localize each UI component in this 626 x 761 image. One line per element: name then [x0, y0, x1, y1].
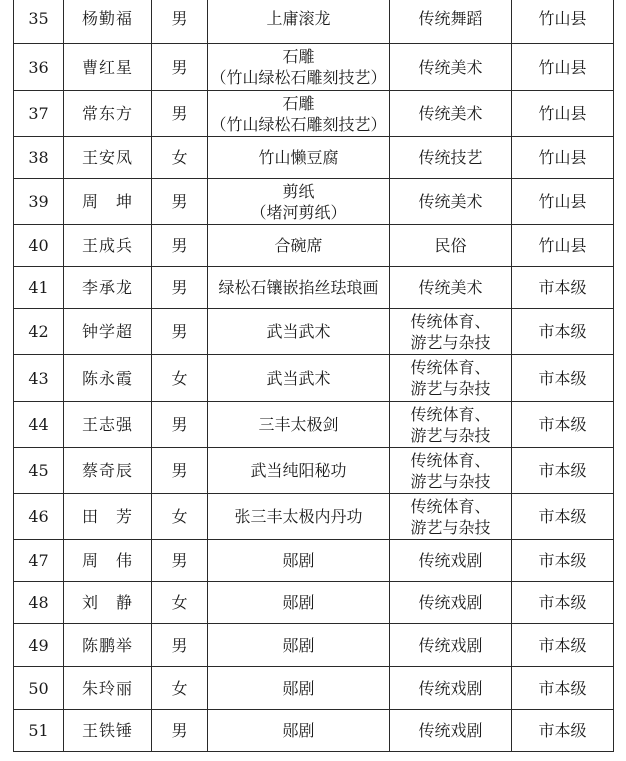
- gender-cell: 男: [152, 179, 208, 225]
- project-cell: [208, 267, 390, 309]
- category-line: 传统舞蹈: [418, 8, 483, 28]
- row-number-cell: 44: [14, 402, 64, 448]
- category-cell: [390, 267, 512, 309]
- category-cell: [390, 179, 512, 225]
- inheritor-name-cell: 王铁锤: [64, 710, 152, 752]
- project-line: 三丰太极剑: [258, 415, 339, 434]
- category-line: 传统美术: [418, 278, 483, 297]
- inheritor-name-cell: 杨勤福: [64, 0, 152, 44]
- heritage-inheritors-table: [13, 0, 614, 752]
- gender-cell: 女: [152, 137, 208, 179]
- project-cell: [208, 179, 390, 225]
- project-cell: [208, 0, 390, 44]
- gender-cell: 男: [152, 402, 208, 448]
- project-line: 石雕: [282, 47, 315, 66]
- table-row: [14, 179, 614, 225]
- project-cell: [208, 494, 390, 540]
- region-cell: 市本级: [512, 402, 614, 448]
- category-cell: [390, 137, 512, 179]
- category-cell: [390, 402, 512, 448]
- gender-cell: 女: [152, 494, 208, 540]
- project-cell: [208, 667, 390, 710]
- project-cell: [208, 137, 390, 179]
- table-row: [14, 624, 614, 667]
- region-cell: 市本级: [512, 540, 614, 582]
- row-number-cell: 37: [14, 91, 64, 137]
- project-line: 郧剧: [282, 678, 315, 698]
- region-cell: 市本级: [512, 448, 614, 494]
- row-number-cell: 35: [14, 0, 64, 44]
- row-number-cell: 41: [14, 267, 64, 309]
- project-line: （竹山绿松石雕刻技艺）: [210, 68, 387, 87]
- inheritor-name-cell: 田 芳: [64, 494, 152, 540]
- table-row: [14, 540, 614, 582]
- table-row: [14, 267, 614, 309]
- row-number-cell: 40: [14, 225, 64, 267]
- project-cell: [208, 540, 390, 582]
- category-line: 游艺与杂技: [410, 332, 491, 352]
- project-cell: [208, 582, 390, 624]
- gender-cell: 男: [152, 0, 208, 44]
- category-cell: [390, 225, 512, 267]
- row-number-cell: 48: [14, 582, 64, 624]
- category-line: 传统戏剧: [418, 593, 483, 612]
- table-row: [14, 0, 614, 44]
- project-line: 剪纸: [282, 181, 315, 201]
- project-cell: [208, 355, 390, 402]
- category-cell: [390, 91, 512, 137]
- table-row: [14, 309, 614, 355]
- project-cell: [208, 44, 390, 91]
- category-line: 传统戏剧: [418, 551, 483, 570]
- project-line: 武当武术: [266, 368, 331, 388]
- region-cell: 市本级: [512, 582, 614, 624]
- row-number-cell: 47: [14, 540, 64, 582]
- table-row: [14, 448, 614, 494]
- table-body: [14, 0, 614, 752]
- inheritor-name-cell: 朱玲丽: [64, 667, 152, 710]
- category-cell: [390, 309, 512, 355]
- category-line: 传统戏剧: [418, 721, 483, 740]
- region-cell: 竹山县: [512, 225, 614, 267]
- region-cell: 竹山县: [512, 137, 614, 179]
- project-cell: [208, 624, 390, 667]
- category-cell: [390, 448, 512, 494]
- gender-cell: 男: [152, 91, 208, 137]
- row-number-cell: 49: [14, 624, 64, 667]
- category-cell: [390, 494, 512, 540]
- category-line: 传统体育、: [410, 496, 491, 516]
- inheritor-name-cell: 常东方: [64, 91, 152, 137]
- row-number-cell: 43: [14, 355, 64, 402]
- category-line: 游艺与杂技: [410, 517, 491, 537]
- project-cell: [208, 225, 390, 267]
- category-line: 传统体育、: [410, 311, 491, 331]
- category-line: 传统体育、: [410, 358, 491, 377]
- category-line: 游艺与杂技: [410, 471, 491, 491]
- gender-cell: 男: [152, 624, 208, 667]
- region-cell: 竹山县: [512, 179, 614, 225]
- category-line: 传统美术: [418, 104, 483, 123]
- gender-cell: 男: [152, 540, 208, 582]
- gender-cell: 男: [152, 309, 208, 355]
- category-cell: [390, 582, 512, 624]
- gender-cell: 男: [152, 448, 208, 494]
- project-cell: [208, 309, 390, 355]
- row-number-cell: 50: [14, 667, 64, 710]
- table-row: [14, 402, 614, 448]
- gender-cell: 女: [152, 667, 208, 710]
- project-line: （竹山绿松石雕刻技艺）: [210, 114, 387, 134]
- project-line: 武当纯阳秘功: [250, 461, 347, 480]
- project-line: 上庸滚龙: [266, 8, 331, 28]
- region-cell: 竹山县: [512, 91, 614, 137]
- region-cell: 竹山县: [512, 44, 614, 91]
- category-cell: [390, 0, 512, 44]
- table-row: [14, 667, 614, 710]
- table-row: [14, 137, 614, 179]
- region-cell: 市本级: [512, 710, 614, 752]
- project-cell: [208, 710, 390, 752]
- gender-cell: 男: [152, 225, 208, 267]
- category-line: 游艺与杂技: [410, 379, 491, 398]
- project-line: 竹山懒豆腐: [258, 148, 339, 167]
- project-cell: [208, 91, 390, 137]
- row-number-cell: 36: [14, 44, 64, 91]
- inheritor-name-cell: 蔡奇辰: [64, 448, 152, 494]
- region-cell: 市本级: [512, 624, 614, 667]
- category-line: 传统戏剧: [418, 635, 483, 655]
- category-cell: [390, 624, 512, 667]
- project-line: 武当武术: [266, 322, 331, 341]
- table-row: [14, 494, 614, 540]
- row-number-cell: 45: [14, 448, 64, 494]
- inheritor-name-cell: 陈鹏举: [64, 624, 152, 667]
- gender-cell: 女: [152, 582, 208, 624]
- table-row: [14, 225, 614, 267]
- category-line: 传统美术: [418, 192, 483, 211]
- table-row: [14, 582, 614, 624]
- category-line: 传统美术: [418, 57, 483, 77]
- region-cell: 市本级: [512, 494, 614, 540]
- gender-cell: 男: [152, 44, 208, 91]
- inheritor-name-cell: 钟学超: [64, 309, 152, 355]
- project-line: 张三丰太极内丹功: [234, 507, 363, 526]
- region-cell: 市本级: [512, 355, 614, 402]
- table-row: [14, 91, 614, 137]
- table-row: [14, 44, 614, 91]
- project-line: 郧剧: [282, 593, 315, 612]
- project-line: 合碗席: [274, 236, 323, 255]
- row-number-cell: 39: [14, 179, 64, 225]
- inheritor-name-cell: 王志强: [64, 402, 152, 448]
- category-line: 传统体育、: [410, 404, 491, 424]
- row-number-cell: 51: [14, 710, 64, 752]
- region-cell: 市本级: [512, 267, 614, 309]
- table-row: [14, 355, 614, 402]
- project-line: 郧剧: [282, 551, 315, 570]
- project-cell: [208, 402, 390, 448]
- row-number-cell: 38: [14, 137, 64, 179]
- region-cell: 市本级: [512, 309, 614, 355]
- gender-cell: 男: [152, 267, 208, 309]
- category-cell: [390, 667, 512, 710]
- category-line: 游艺与杂技: [410, 425, 491, 445]
- inheritor-name-cell: 王安凤: [64, 137, 152, 179]
- inheritor-name-cell: 陈永霞: [64, 355, 152, 402]
- project-line: （堵河剪纸）: [250, 202, 347, 222]
- row-number-cell: 42: [14, 309, 64, 355]
- region-cell: 市本级: [512, 667, 614, 710]
- project-cell: [208, 448, 390, 494]
- gender-cell: 女: [152, 355, 208, 402]
- gender-cell: 男: [152, 710, 208, 752]
- table-row: [14, 710, 614, 752]
- inheritor-name-cell: 曹红星: [64, 44, 152, 91]
- inheritor-name-cell: 李承龙: [64, 267, 152, 309]
- project-line: 郧剧: [282, 635, 315, 655]
- project-line: 石雕: [282, 93, 315, 113]
- category-line: 传统戏剧: [418, 678, 483, 698]
- category-line: 传统技艺: [418, 148, 483, 167]
- category-line: 传统体育、: [410, 450, 491, 470]
- region-cell: 竹山县: [512, 0, 614, 44]
- inheritor-name-cell: 周 伟: [64, 540, 152, 582]
- category-cell: [390, 355, 512, 402]
- category-cell: [390, 710, 512, 752]
- category-cell: [390, 44, 512, 91]
- project-line: 郧剧: [282, 721, 315, 740]
- category-cell: [390, 540, 512, 582]
- row-number-cell: 46: [14, 494, 64, 540]
- inheritor-name-cell: 王成兵: [64, 225, 152, 267]
- project-line: 绿松石镶嵌掐丝珐琅画: [218, 278, 379, 297]
- category-line: 民俗: [434, 236, 467, 255]
- inheritor-name-cell: 刘 静: [64, 582, 152, 624]
- inheritor-name-cell: 周 坤: [64, 179, 152, 225]
